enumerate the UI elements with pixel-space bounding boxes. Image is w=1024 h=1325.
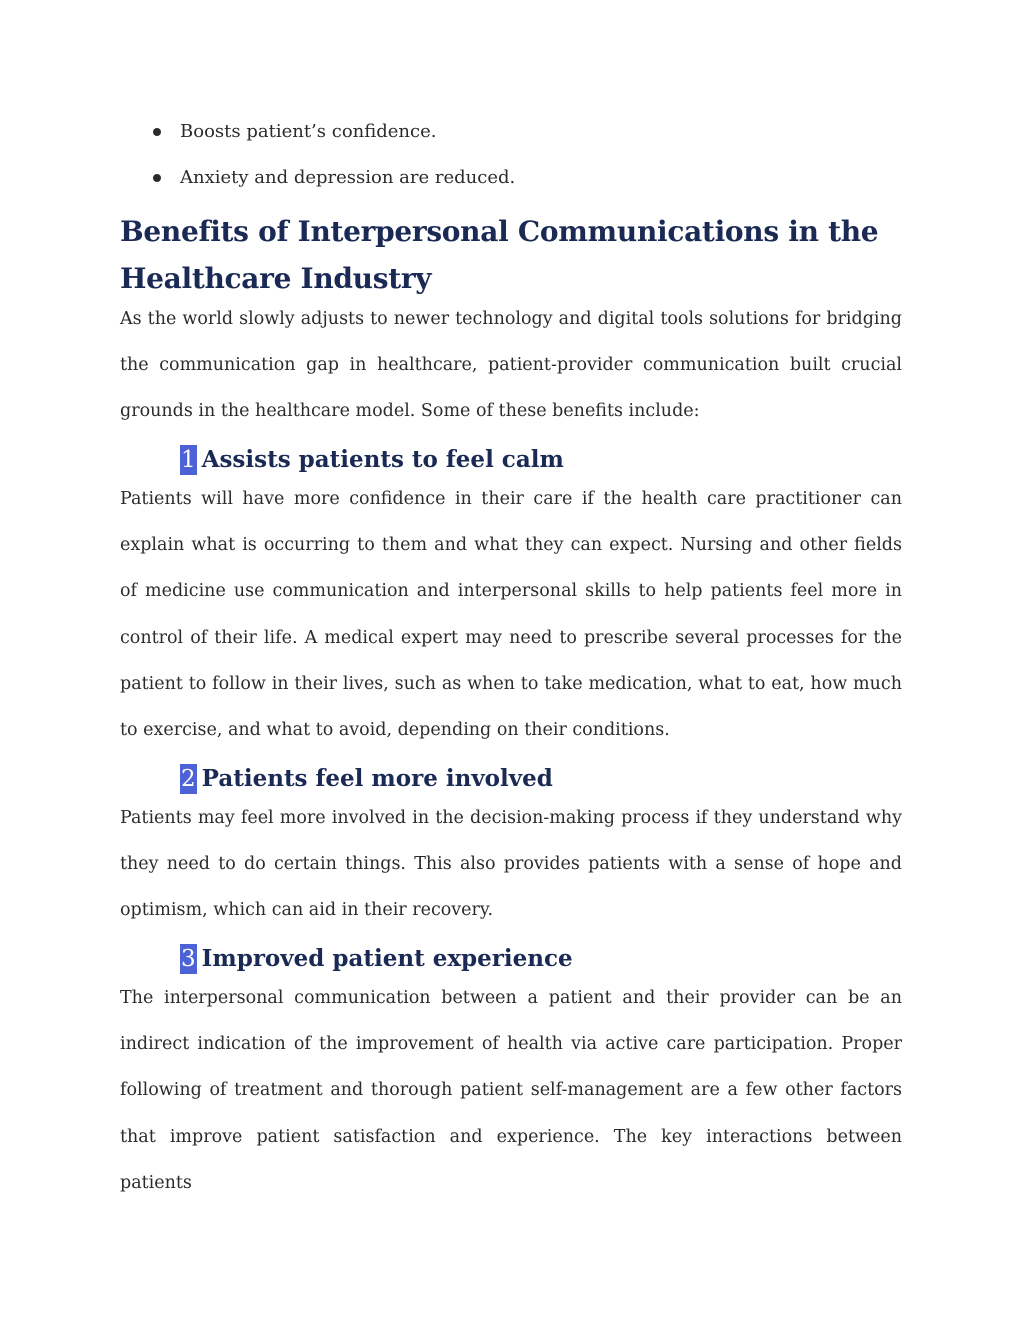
bullet-list: [120, 112, 902, 204]
section-heading: Benefits of Interpersonal Communications in the Healthcare Industry: [120, 215, 879, 295]
bullet-dot-icon: [153, 174, 161, 182]
bullet-text: Anxiety and depression are reduced.: [180, 167, 516, 188]
bullet-item: [120, 158, 902, 204]
subheading-title: Patients feel more involved: [201, 765, 553, 792]
intro-paragraph: As the world slowly adjusts to newer technology and digital tools solutions for bridging the communication gap in healthcare, patient-provider communication built crucial grounds in the healthcare model. Some of these benefits include:: [120, 309, 902, 422]
bullet-dot-icon: [153, 128, 161, 136]
section-3-paragraph: The interpersonal communication between a patient and their provider can be an indirect indication of the improvement of health via active care participation. Proper following of treatment and thorough patient self-management are a few other factors that improve patient satisfaction and experience. The key interactions between patients: [120, 988, 902, 1193]
subheading-1: [180, 444, 564, 476]
subheading-title: Assists patients to feel calm: [201, 446, 564, 473]
number-badge: 3: [181, 946, 196, 972]
section-1-paragraph: Patients will have more confidence in their care if the health care practitioner can explain what is occurring to them and what they can expect. Nursing and other fields of medicine use communication and interpersonal skills to help patients feel more in control of their life. A medical expert may need to prescribe several processes for the patient to follow in their lives, such as when to take medication, what to eat, how much to exercise, and what to avoid, depending on their conditions.: [120, 489, 902, 741]
subheading-title: Improved patient experience: [201, 945, 573, 972]
number-badge: 2: [181, 766, 196, 792]
bullet-item: [120, 112, 902, 158]
subheading-3: [180, 943, 573, 975]
bullet-text: Boosts patient’s confidence.: [180, 121, 437, 142]
subheading-2: [180, 763, 553, 795]
section-2-paragraph: Patients may feel more involved in the decision-making process if they understand why they need to do certain things. This also provides patients with a sense of hope and optimism, which can aid in their recovery.: [120, 808, 902, 921]
number-badge: 1: [181, 447, 196, 473]
